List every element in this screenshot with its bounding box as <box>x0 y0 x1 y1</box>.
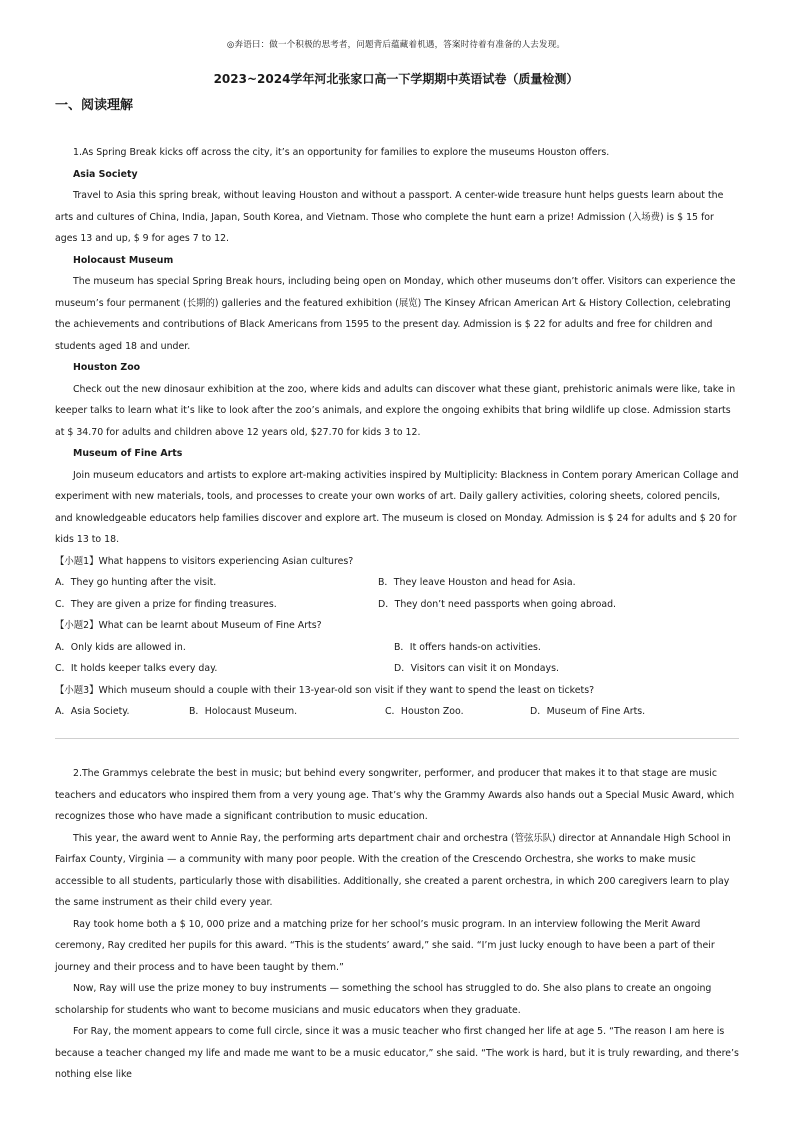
section-heading: 一、阅读理解 <box>55 98 134 113</box>
passage-1-intro: 1.As Spring Break kicks off across the city, it’s an opportunity for families to explore the museums Houston offers. <box>73 147 610 158</box>
q2-option-a: A．Only kids are allowed in. <box>55 641 186 653</box>
holocaust-museum-text: The museum has special Spring Break hours, including being open on Monday, which other museums don’t offer. Visitors can experience the museum’s four permanent (长期的) galleries and the featured exhibition (展览) The Kinsey African American Art & History Collection, celebrating the achievements and contributions of Black Americans from 1595 to the present day. Admission is $ 22 for adults and free for children and students aged 18 and under. <box>55 276 736 352</box>
q1-option-b: B．They leave Houston and head for Asia. <box>378 577 576 588</box>
fine-arts-heading: Museum of Fine Arts <box>73 448 183 459</box>
passage-1 <box>55 142 739 723</box>
question-2-options-row-1 <box>55 637 739 659</box>
passage-2 <box>55 763 739 1086</box>
houston-zoo-text: Check out the new dinosaur exhibition at the zoo, where kids and adults can discover what these giant, prehistoric animals were like, take in keeper talks to learn what it’s like to look after the zoo’s animals, and explore the ongoing exhibits that bring wildlife up close. Admission starts at $ 34.70 for adults and children above 12 years old, $27.70 for kids 3 to 12. <box>55 383 736 438</box>
question-3-options <box>55 701 739 723</box>
passage-2-paragraph-5: For Ray, the moment appears to come full circle, since it was a music teacher who first changed her life at age 5. “The reason I am here is because a teacher changed my life and made me want to be a music educator,” she said. “The work is hard, but it is truly rewarding, and there’s nothing else like <box>55 1026 739 1080</box>
q2-option-c: C．It holds keeper talks every day. <box>55 663 218 674</box>
question-3: 【小题3】Which museum should a couple with their 13-year-old son visit if they want to spend the least on tickets? <box>55 684 595 696</box>
passage-2-paragraph-3: Ray took home both a $ 10, 000 prize and a matching prize for her school’s music program. In an interview following the Merit Award ceremony, Ray credited her pupils for this award. “This is the students’ award,” she said. “I’m just lucky enough to have been a part of their journey and their process and to have been taught by them.” <box>55 918 715 973</box>
question-2: 【小题2】What can be learnt about Museum of Fine Arts? <box>55 620 322 631</box>
question-1: 【小题1】What happens to visitors experiencing Asian cultures? <box>55 555 354 567</box>
q3-option-a: A．Asia Society. <box>55 706 130 717</box>
question-2-options-row-2 <box>55 658 739 680</box>
asia-society-heading: Asia Society <box>73 168 138 180</box>
page-title: 2023~2024学年河北张家口高一下学期期中英语试卷（质量检测） <box>213 72 579 86</box>
asia-society-text: Travel to Asia this spring break, without leaving Houston and without a passport. A center-wide treasure hunt helps guests learn about the arts and cultures of China, India, Japan, South Korea, and Vietnam. Those who complete the hunt earn a prize! Admission (入场费) is $ 15 for ages 13 and up, $ 9 for ages 7 to 12. <box>55 190 724 244</box>
question-1-options-row-1 <box>55 572 739 594</box>
passage-2-paragraph-2: This year, the award went to Annie Ray, the performing arts department chair and orchestra (管弦乐队) director at Annandale High School in Fairfax County, Virginia — a community with many poor people. With the creation of the Crescendo Orchestra, she works to make music accessible to all students, particularly those with disabilities. Additionally, she created a parent orchestra, in which 200 caregivers learn to play the same instrument as their child every year. <box>55 832 731 908</box>
q1-option-a: A．They go hunting after the visit. <box>55 577 217 588</box>
holocaust-museum-heading: Holocaust Museum <box>73 254 174 266</box>
q3-option-c: C．Houston Zoo. <box>385 706 464 717</box>
section-divider <box>55 738 739 739</box>
question-1-options-row-2 <box>55 594 739 616</box>
passage-2-paragraph-1: 2.The Grammys celebrate the best in music; but behind every songwriter, performer, and producer that makes it to that stage are music teachers and educators who inspired them from a very young age. That’s why the Grammy Awards also hands out a Special Music Award, which recognizes those who have made a significant contribution to music education. <box>55 768 735 822</box>
q1-option-d: D．They don’t need passports when going abroad. <box>378 598 616 610</box>
q3-option-d: D．Museum of Fine Arts. <box>530 706 646 717</box>
houston-zoo-heading: Houston Zoo <box>73 362 141 373</box>
q2-option-b: B．It offers hands-on activities. <box>394 641 541 653</box>
motto-banner: ◎奔语曰：做一个积极的思考者，问题背后蕴藏着机遇，答案时待着有准备的人去发现。 <box>226 40 566 50</box>
fine-arts-text: Join museum educators and artists to explore art-making activities inspired by Multiplicity: Blackness in Contem porary American Collage and experiment with new materials, tools, and processes to create your own works of art. Daily gallery activities, coloring sheets, colored pencils, and knowledgeable educators help families discover and explore art. The museum is closed on Monday. Admission is $ 24 for adults and $ 20 for kids 13 to 18. <box>55 469 739 545</box>
passage-2-paragraph-4: Now, Ray will use the prize money to buy instruments — something the school has struggled to do. She also plans to create an ongoing scholarship for students who want to become musicians and music educators when they graduate. <box>55 983 712 1016</box>
q2-option-d: D．Visitors can visit it on Mondays. <box>394 663 559 674</box>
q1-option-c: C．They are given a prize for finding treasures. <box>55 598 277 610</box>
q3-option-b: B．Holocaust Museum. <box>189 706 298 717</box>
